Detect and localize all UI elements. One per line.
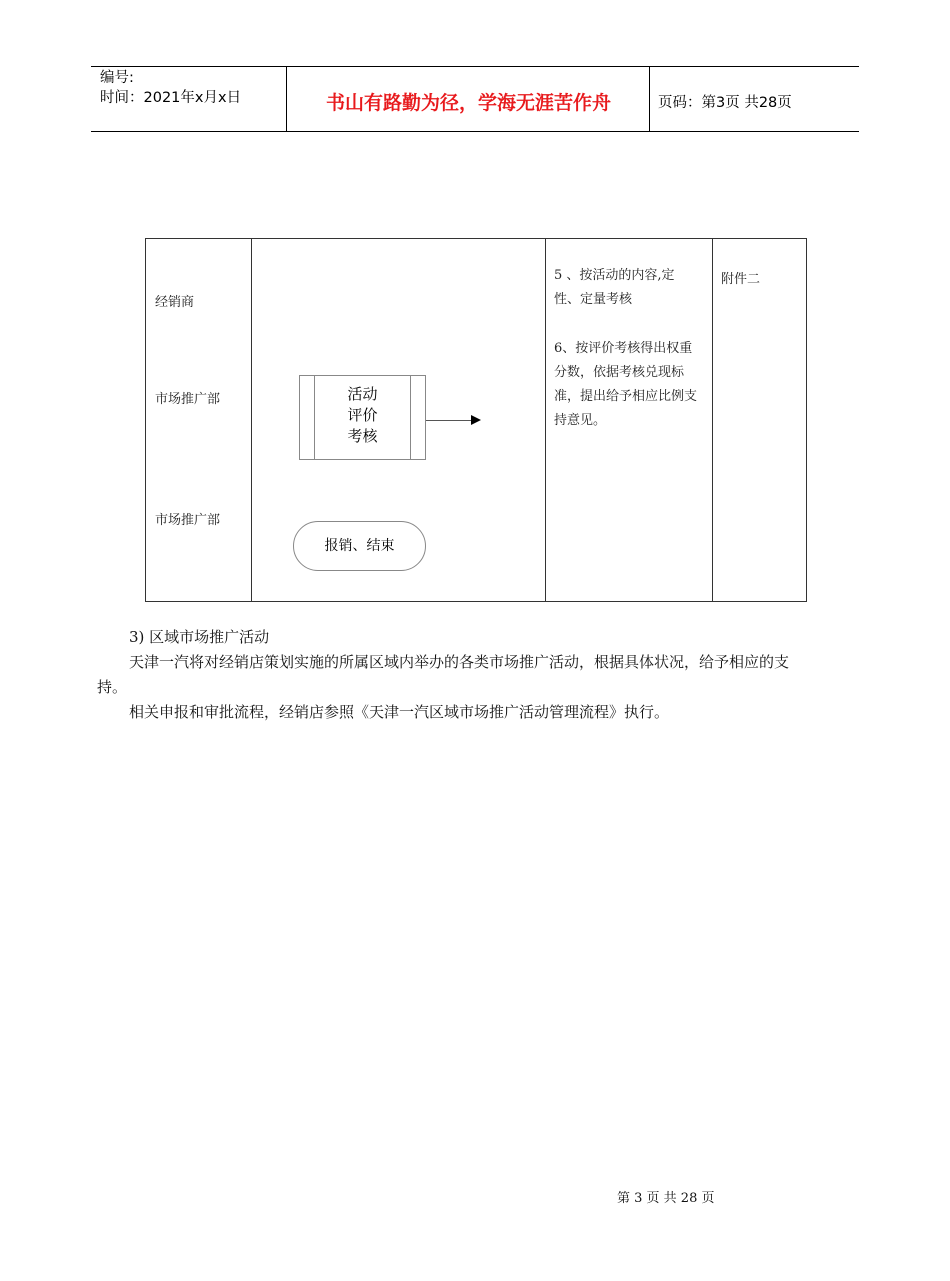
table-col-divider-1 — [251, 238, 252, 602]
process-box-evaluation — [299, 375, 426, 460]
step-6-line-2: 分数，依据考核兑现标 — [554, 365, 685, 380]
table-col-divider-3 — [712, 238, 713, 602]
process-box-right-bar — [410, 376, 411, 459]
header-time-label: 时间：2021年x月x日 — [100, 90, 242, 106]
header-meta — [100, 68, 241, 108]
flow-arrow-line — [426, 420, 472, 421]
section-title: 3) 区域市场推广活动 — [129, 628, 270, 646]
step-5-line-1: 5 、按活动的内容,定 — [554, 268, 675, 283]
table-right-border — [806, 238, 807, 602]
footer-page-number: 第 3 页 共 28 页 — [617, 1191, 715, 1206]
header-page-label: 页码：第3页 共28页 — [658, 95, 792, 111]
header-number-label: 编号: — [100, 70, 134, 86]
header-bottom-rule — [91, 131, 859, 132]
paragraph-1-line-2: 持。 — [97, 678, 128, 696]
paragraph-1-line-1: 天津一汽将对经销店策划实施的所属区域内举办的各类市场推广活动，根据具体状况，给予相应的支 — [129, 653, 790, 671]
step-6-line-3: 准，提出给予相应比例支 — [554, 389, 698, 404]
header-motto: 书山有路勤为径，学海无涯苦作舟 — [325, 92, 611, 114]
table-top-border — [145, 238, 807, 239]
role-dealer: 经销商 — [155, 295, 195, 310]
paragraph-2: 相关申报和审批流程，经销店参照《天津一汽区域市场推广活动管理流程》执行。 — [129, 703, 670, 721]
role-marketing-dept-2: 市场推广部 — [155, 513, 221, 528]
flow-arrow-head-icon — [471, 415, 481, 425]
step-5-description — [554, 264, 708, 312]
process-box-label: 活动 评价 考核 — [347, 385, 378, 445]
role-marketing-dept: 市场推广部 — [155, 392, 221, 407]
table-col-divider-2 — [545, 238, 546, 602]
header-top-rule — [91, 66, 859, 67]
table-left-border — [145, 238, 146, 602]
table-bottom-border — [145, 601, 807, 602]
step-6-description — [554, 337, 708, 433]
step-5-line-2: 性、定量考核 — [554, 292, 633, 307]
terminal-end: 报销、结束 — [293, 521, 426, 571]
step-6-line-1: 6、按评价考核得出权重 — [554, 341, 693, 356]
step-6-line-4: 持意见。 — [554, 413, 607, 428]
attachment-label: 附件二 — [721, 272, 761, 287]
